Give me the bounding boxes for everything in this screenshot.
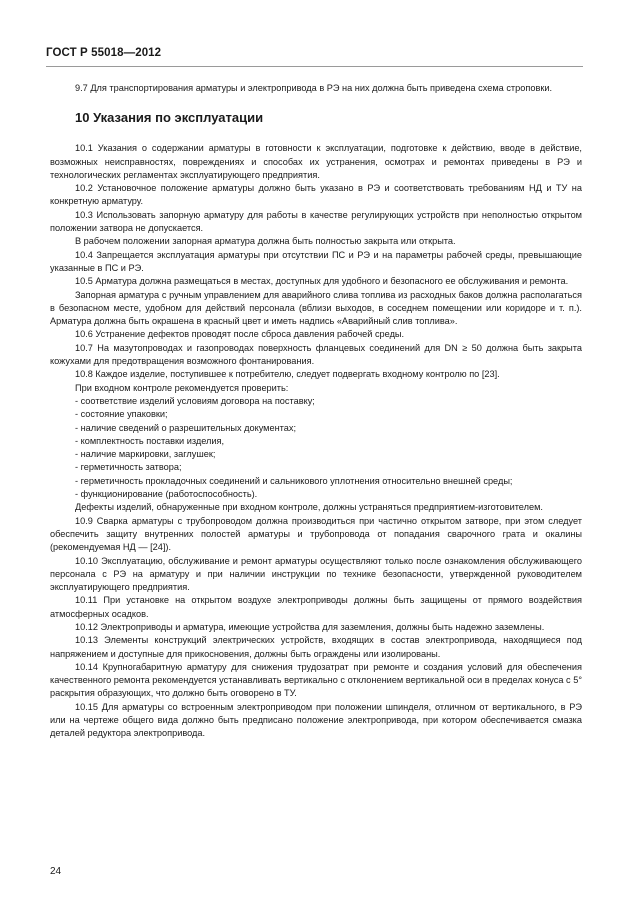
paragraph: 10.15 Для арматуры со встроенным электроприводом при положении шпинделя, отличном от вертикального, в РЭ или на чертеже общего вида должно быть предписано положение электропривода, при котором обеспечивается смазка деталей редуктора электропривода.: [50, 701, 582, 739]
list-item: - наличие сведений о разрешительных документах;: [75, 422, 297, 433]
paragraph: 10.5 Арматура должна размещаться в местах, доступных для удобного и безопасного ее обслуживания и ремонта.: [75, 276, 569, 287]
paragraph: 10.7 На мазутопроводах и газопроводах поверхность фланцевых соединений для DN ≥ 50 должна быть закрыта кожухами для предотвращения возможного фонтанирования.: [50, 342, 582, 367]
list-item: - комплектность поставки изделия,: [75, 435, 225, 446]
paragraph: 10.6 Устранение дефектов проводят после сброса давления рабочей среды.: [75, 329, 405, 340]
list-item: - соответствие изделий условиям договора на поставку;: [75, 395, 315, 406]
list-item: - функционирование (работоспособность).: [75, 489, 258, 500]
list-item: - герметичность прокладочных соединений и сальникового уплотнения относительно внешней среды;: [75, 475, 513, 486]
paragraph: 10.12 Электроприводы и арматура, имеющие устройства для заземления, должны быть надежно заземлены.: [75, 621, 545, 632]
paragraph: 10.9 Сварка арматуры с трубопроводом должна производиться при частично открытом затворе, при этом следует обеспечить защиту внутренних полостей арматуры и трубопровода от попадания сварочного грата и окалины (рекомендуемая НД — [24]).: [50, 515, 582, 553]
section-title: 10 Указания по эксплуатации: [75, 110, 264, 126]
list-item: - состояние упаковки;: [75, 409, 168, 420]
document-header: ГОСТ Р 55018—2012: [46, 47, 162, 59]
paragraph: Дефекты изделий, обнаруженные при входном контроле, должны устраняться предприятием-изготовителем.: [75, 502, 543, 513]
paragraph: 10.8 Каждое изделие, поступившее к потребителю, следует подвергать входному контролю по [23].: [75, 369, 500, 380]
paragraph: 10.1 Указания о содержании арматуры в готовности к эксплуатации, подготовке к действию, вводе в действие, возможных неисправностях, повреждениях и способах их устранения, осмотрах и ремонтах приведены в РЭ и технологических регламентах эксплуатирующего предприятия.: [50, 143, 582, 180]
paragraph: 10.3 Использовать запорную арматуру для работы в качестве регулирующих устройств при неполностью открытом положении затвора не допускается.: [50, 209, 582, 234]
paragraph: 10.2 Установочное положение арматуры должно быть указано в РЭ и соответствовать требованиям НД и ТУ на конкретную арматуру.: [50, 183, 582, 207]
paragraph: В рабочем положении запорная арматура должна быть полностью закрыта или открыта.: [75, 236, 456, 247]
paragraph: 9.7 Для транспортирования арматуры и электропривода в РЭ на них должна быть приведена схема строповки.: [75, 83, 553, 93]
paragraph: 10.13 Элементы конструкций электрических устройств, входящих в состав электропривода, находящиеся под напряжением и доступные для прикосновения, должны быть ограждены или изолированы.: [50, 635, 582, 659]
list-item: - наличие маркировки, заглушек;: [75, 449, 216, 460]
paragraph: 10.11 При установке на открытом воздухе электроприводы должны быть защищены от прямого воздействия атмосферных осадков.: [50, 595, 582, 619]
paragraph: При входном контроле рекомендуется проверить:: [75, 382, 289, 393]
paragraph: 10.14 Крупногабаритную арматуру для снижения трудозатрат при ремонте и создания условий для обеспечения качественного ремонта рекомендуется устанавливать вертикально с отклонением вертикальной оси в пределах конуса с 5° раскрытия образующих, что должно быть оговорено в ТУ.: [50, 661, 582, 699]
document-body: [50, 82, 582, 741]
page-number: 24: [50, 866, 62, 877]
header-rule: [46, 66, 583, 67]
paragraph: 10.4 Запрещается эксплуатация арматуры при отсутствии ПС и РЭ и на параметры рабочей среды, превышающие указанные в ПС и РЭ.: [50, 249, 582, 273]
paragraph: 10.10 Эксплуатацию, обслуживание и ремонт арматуры осуществляют только после ознакомления обслуживающего персонала с РЭ на арматуру и при наличии инструкции по технике безопасности, утвержденной руководителем эксплуатирующего предприятия.: [50, 555, 582, 593]
paragraph: Запорная арматура с ручным управлением для аварийного слива топлива из расходных баков должна располагаться в безопасном месте, удобном для действий персонала (вблизи выходов, в соседнем помещении или коридоре и т. п.). Арматура должна быть окрашена в красный цвет и иметь надпись «Аварийный слив топлива».: [50, 289, 582, 327]
list-item: - герметичность затвора;: [75, 462, 182, 473]
